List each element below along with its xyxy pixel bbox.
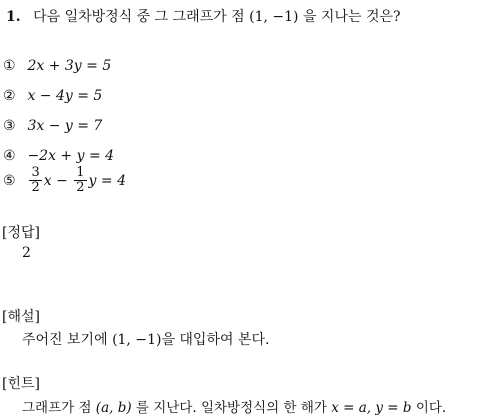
hint-text-middle: 를 지난다. 일차방정식의 한 해가 bbox=[135, 400, 327, 416]
choice-2[interactable] bbox=[3, 88, 102, 104]
fraction-1-over-2 bbox=[74, 166, 86, 196]
question-line bbox=[6, 6, 401, 26]
hint-label: [힌트] bbox=[2, 376, 40, 392]
choice-mark: ⑤ bbox=[3, 172, 16, 189]
explanation-text-before: 주어진 보기에 bbox=[22, 332, 108, 348]
choice-expression-tail: y = 4 bbox=[88, 172, 126, 189]
choice-5[interactable] bbox=[3, 166, 126, 196]
choice-expression: 3x − y = 7 bbox=[27, 118, 103, 134]
hint-text bbox=[22, 396, 446, 416]
question-text-before: 다음 일차방정식 중 그 그래프가 점 bbox=[33, 9, 245, 25]
choice-expression: 2x + 3y = 5 bbox=[27, 58, 112, 74]
hint-condition: x = a, y = b bbox=[331, 400, 412, 416]
choice-4[interactable] bbox=[3, 148, 114, 164]
explanation-text-after: 을 대입하여 본다. bbox=[161, 332, 270, 348]
choice-mark: ① bbox=[3, 58, 16, 74]
choice-expression: x − 4y = 5 bbox=[27, 88, 103, 104]
explanation-label: [해설] bbox=[2, 309, 40, 325]
choice-1[interactable] bbox=[3, 58, 111, 74]
answer-label: [정답] bbox=[2, 225, 40, 241]
fraction-denominator: 2 bbox=[31, 180, 40, 196]
question-point: (1, −1) bbox=[249, 9, 299, 25]
hint-point: (a, b) bbox=[95, 400, 132, 416]
answer-value: 2 bbox=[22, 245, 31, 261]
choice-expression-middle: x − bbox=[43, 172, 68, 189]
explanation-text bbox=[22, 329, 269, 349]
fraction-numerator: 3 bbox=[31, 165, 40, 180]
hint-text-before: 그래프가 점 bbox=[22, 400, 92, 416]
choice-mark: ③ bbox=[3, 118, 16, 134]
choice-expression: −2x + y = 4 bbox=[27, 148, 115, 164]
fraction-denominator: 2 bbox=[76, 180, 85, 196]
question-number: 1. bbox=[6, 9, 21, 25]
explanation-point: (1, −1) bbox=[112, 332, 162, 348]
fraction-numerator: 1 bbox=[76, 165, 85, 180]
question-text-after: 을 지나는 것은? bbox=[302, 9, 401, 25]
choice-3[interactable] bbox=[3, 118, 102, 134]
choice-mark: ④ bbox=[3, 148, 16, 164]
fraction-3-over-2 bbox=[29, 166, 41, 196]
hint-text-after: 이다. bbox=[415, 400, 447, 416]
choice-mark: ② bbox=[3, 88, 16, 104]
